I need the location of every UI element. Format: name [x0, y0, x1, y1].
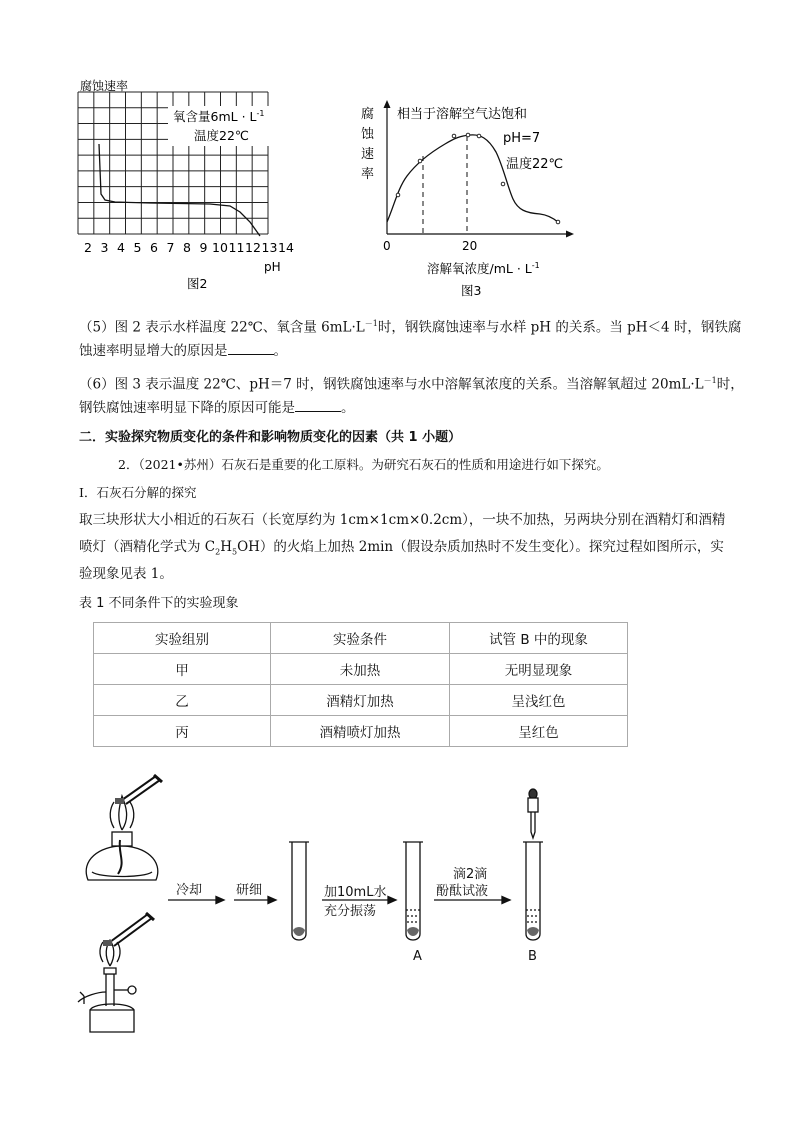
- fig2-note-line2: 温度22℃: [194, 128, 249, 143]
- para-line-3: 验现象见表 1。: [79, 566, 173, 582]
- q6-line2: 钢铁腐蚀速率明显下降的原因可能是 。: [79, 395, 355, 421]
- test-tube-powder-icon: [289, 842, 309, 940]
- alcohol-lamp-icon: [86, 796, 158, 880]
- fig3-origin-label: 0: [383, 239, 391, 253]
- table-cell: 甲: [94, 654, 271, 685]
- section-2-heading: 二．实验探究物质变化的条件和影响物质变化的因素（共 1 小题）: [79, 430, 462, 445]
- step-cool-label: 冷却: [176, 883, 203, 898]
- fig2-xtick-label: 5: [133, 240, 142, 255]
- fig2-ylabel: 腐蚀速率: [80, 79, 129, 93]
- fig2-xtick-label: 8: [183, 240, 191, 255]
- para-line-2: 喷灯（酒精化学式为 $C_2H_5OH$）的火焰上加热 2min（假设杂质加热时不发生变化）。探究过程如图所示，实: [79, 539, 724, 557]
- dropper-icon: [528, 789, 538, 838]
- table-1: [93, 622, 628, 747]
- tube-a-label: A: [413, 949, 422, 964]
- fig2-xtick-label: 13: [261, 240, 278, 255]
- problem-2-intro: 2．（2021•苏州）石灰石是重要的化工原料。为研究石灰石的性质和用途进行如下探究。: [118, 457, 609, 472]
- fig2-xtick-label: 2: [84, 240, 92, 255]
- table-header-cell: 实验条件: [271, 623, 450, 654]
- figure-3-chart: [350, 96, 590, 306]
- fig2-xtick-label: 7: [166, 240, 175, 255]
- table-header-cell: 实验组别: [94, 623, 271, 654]
- figure-2-chart: [70, 74, 310, 304]
- q5-line2: 蚀速率明显增大的原因是 。: [79, 338, 287, 364]
- svg-text:率: 率: [361, 167, 375, 182]
- fig3-y-arrow: [384, 100, 391, 108]
- q5-line1: （5）图 2 表示水样温度 22℃、氧含量 $6mL\cdot L^{-1}$时，钢铁腐蚀速率与水样 pH 的关系。当 pH＜4 时，钢铁腐: [79, 319, 742, 336]
- svg-text:蚀: 蚀: [361, 127, 375, 142]
- table-cell: 乙: [94, 685, 271, 716]
- fig3-xlabel: 溶解氧浓度$/mL \cdot L^{-1}$: [427, 261, 540, 276]
- fig2-xtick-label: 14: [278, 240, 294, 255]
- fig3-xtick-20: 20: [462, 239, 478, 253]
- fig2-xtick-label: 10: [212, 240, 228, 255]
- tongs-icon: [103, 913, 154, 946]
- step-water-label-2: 充分振荡: [324, 904, 377, 919]
- step-phenol-label-1: 滴2滴: [453, 867, 488, 882]
- table-row: [94, 685, 628, 716]
- fig2-xlabel: pH: [264, 260, 281, 274]
- table-header-cell: 试管 B 中的现象: [450, 623, 628, 654]
- step-water-label-1: 加10mL水: [324, 885, 387, 900]
- fig2-xtick-label: 9: [199, 240, 208, 255]
- fig2-xtick-label: 11: [228, 240, 245, 255]
- table-cell: 酒精灯加热: [271, 685, 450, 716]
- fig2-xtick-label: 3: [100, 240, 109, 255]
- fig3-note-line3: 温度22℃: [506, 157, 564, 172]
- tongs-icon: [115, 775, 162, 804]
- step-grind-label: 研细: [236, 883, 263, 898]
- fig3-curve: [387, 135, 558, 222]
- spray-lamp-icon: [78, 940, 136, 1032]
- fig3-note-line2: pH=7: [503, 131, 541, 146]
- q5-answer-blank[interactable]: [228, 340, 274, 355]
- fig3-x-arrow: [566, 231, 574, 238]
- fig3-ylabel: [361, 107, 375, 182]
- table-cell: 呈红色: [450, 716, 628, 747]
- svg-text:速: 速: [361, 147, 375, 162]
- table-header-row: [94, 623, 628, 654]
- table-cell: 未加热: [271, 654, 450, 685]
- fig2-xtick-labels: [84, 240, 294, 255]
- para-line-1: 取三块形状大小相近的石灰石（长宽厚约为 1cm×1cm×0.2cm），一块不加热，另两块分别在酒精灯和酒精: [79, 512, 726, 528]
- q6-answer-blank[interactable]: [295, 397, 341, 412]
- step-phenol-label-2: 酚酞试液: [436, 884, 489, 899]
- fig3-caption: 图3: [461, 283, 482, 298]
- test-tube-a-icon: [403, 842, 423, 940]
- tube-b-label: B: [528, 949, 537, 964]
- fig2-xtick-label: 6: [150, 240, 158, 255]
- fig3-markers: [396, 133, 560, 224]
- experiment-process-diagram: [70, 770, 570, 1040]
- table-cell: 酒精喷灯加热: [271, 716, 450, 747]
- test-tube-b-icon: [523, 842, 543, 940]
- svg-text:腐: 腐: [361, 107, 375, 122]
- table-row: [94, 716, 628, 747]
- table-row: [94, 654, 628, 685]
- table-cell: 无明显现象: [450, 654, 628, 685]
- table-cell: 呈浅红色: [450, 685, 628, 716]
- fig2-caption: 图2: [187, 276, 208, 291]
- fig2-xtick-label: 4: [117, 240, 125, 255]
- part-1-title: Ⅰ．石灰石分解的探究: [79, 485, 197, 500]
- fig3-note-line1: 相当于溶解空气达饱和: [397, 107, 528, 122]
- fig2-xtick-label: 12: [245, 240, 261, 255]
- table-cell: 丙: [94, 716, 271, 747]
- q6-line1: （6）图 3 表示温度 22℃、pH＝7 时，钢铁腐蚀速率与水中溶解氧浓度的关系。当溶解氧超过 $20mL\cdot L^{-1}$时，: [79, 376, 744, 393]
- fig2-note-line1: 氧含量$6mL \cdot L^{-1}$: [173, 109, 265, 124]
- table-1-title: 表 1 不同条件下的实验现象: [79, 596, 239, 611]
